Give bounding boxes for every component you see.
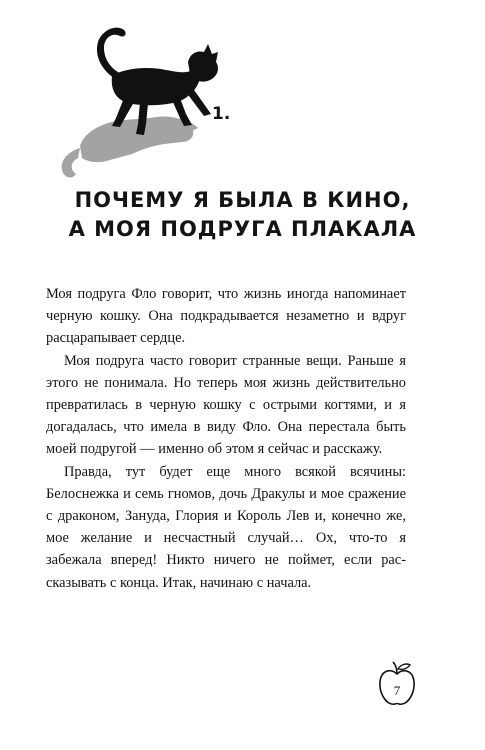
chapter-body [46, 283, 406, 594]
cat-shadow [62, 116, 198, 177]
chapter-title-line: ПОЧЕМУ Я БЫЛА В КИНО, [74, 188, 411, 212]
paragraph: Моя подруга Фло говорит, что жизнь иногда напоминает черную кошку. Она подкрадывается незаметно и вдруг расцарапывает сердце. [46, 286, 406, 347]
chapter-title [0, 186, 485, 244]
page-number: 7 [393, 683, 401, 698]
paragraph: Правда, тут будет еще много всякой всячины: Белоснежка и семь гномов, дочь Дракулы и мое сражение с драконом, Зануда, Глория и Король Лев и, конечно же, мое желание и несчастный случай… Ох, что-то я забежала вперед! Никто ничего не поймет, если рассказывать с конца. Итак, начинаю с начала. [46, 463, 406, 591]
paragraph: Моя подруга часто говорит странные вещи. Раньше я этого не понимала. Но теперь моя жизнь действительно превратилась в черную кошку с острыми когтями, и я догадалась, что имела в виду Фло. Она перестала быть моей подругой — именно об этом я сейчас и расскажу. [46, 352, 406, 458]
chapter-title-line: А МОЯ ПОДРУГА ПЛАКАЛА [68, 217, 417, 241]
chapter-number: 1. [212, 104, 231, 124]
black-cat-icon [40, 8, 240, 180]
